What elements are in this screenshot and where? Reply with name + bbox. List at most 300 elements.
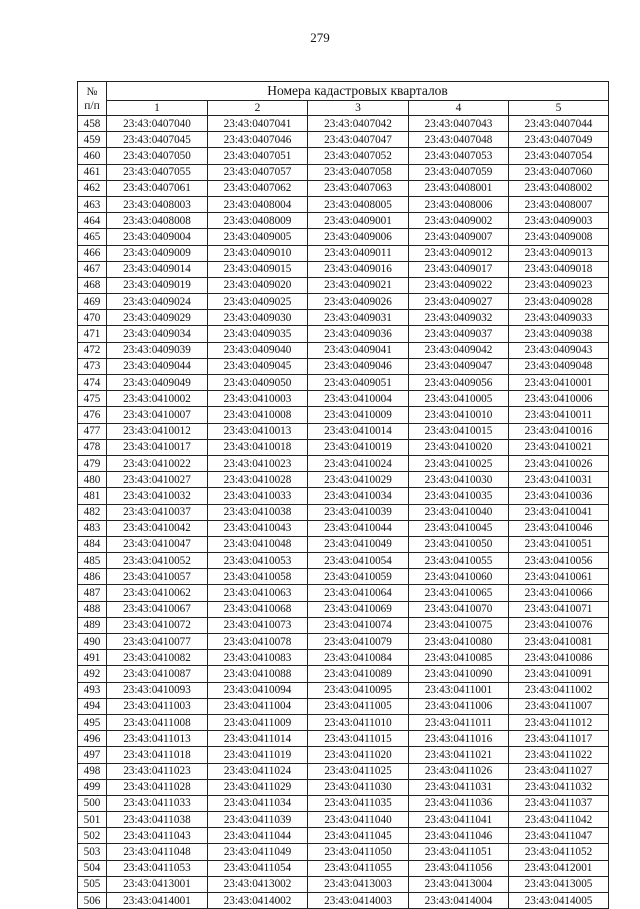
cadastral-number-cell: 23:43:0411046 — [409, 828, 509, 844]
cadastral-number-cell: 23:43:0409022 — [409, 277, 509, 293]
cadastral-number-cell: 23:43:0410023 — [208, 455, 308, 471]
cadastral-number-cell: 23:43:0411031 — [409, 779, 509, 795]
cadastral-number-cell: 23:43:0410036 — [509, 488, 609, 504]
cadastral-number-cell: 23:43:0409012 — [409, 245, 509, 261]
cadastral-number-cell: 23:43:0410060 — [409, 569, 509, 585]
cadastral-number-cell: 23:43:0411044 — [208, 828, 308, 844]
table-row — [78, 310, 609, 326]
cadastral-number-cell: 23:43:0410056 — [509, 553, 609, 569]
row-number-cell: 483 — [78, 520, 107, 536]
cadastral-number-cell: 23:43:0409023 — [509, 277, 609, 293]
cadastral-number-cell: 23:43:0410078 — [208, 634, 308, 650]
table-row — [78, 585, 609, 601]
table-row — [78, 213, 609, 229]
row-number-cell: 487 — [78, 585, 107, 601]
cadastral-number-cell: 23:43:0407057 — [208, 164, 308, 180]
table-row — [78, 423, 609, 439]
cadastral-number-cell: 23:43:0413001 — [107, 876, 208, 892]
cadastral-number-cell: 23:43:0410089 — [308, 666, 409, 682]
cadastral-number-cell: 23:43:0408008 — [107, 213, 208, 229]
cadastral-number-cell: 23:43:0410015 — [409, 423, 509, 439]
cadastral-number-cell: 23:43:0409010 — [208, 245, 308, 261]
cadastral-number-cell: 23:43:0413004 — [409, 876, 509, 892]
row-number-cell: 460 — [78, 148, 107, 164]
cadastral-number-cell: 23:43:0411035 — [308, 795, 409, 811]
cadastral-number-cell: 23:43:0410009 — [308, 407, 409, 423]
table-row — [78, 763, 609, 779]
table-title: Номера кадастровых кварталов — [107, 82, 609, 101]
cadastral-number-cell: 23:43:0414001 — [107, 893, 208, 909]
cadastral-number-cell: 23:43:0410058 — [208, 569, 308, 585]
cadastral-number-cell: 23:43:0410022 — [107, 455, 208, 471]
cadastral-number-cell: 23:43:0409044 — [107, 358, 208, 374]
cadastral-number-cell: 23:43:0411053 — [107, 860, 208, 876]
table-row — [78, 277, 609, 293]
cadastral-number-cell: 23:43:0411054 — [208, 860, 308, 876]
cadastral-number-cell: 23:43:0410008 — [208, 407, 308, 423]
cadastral-number-cell: 23:43:0409037 — [409, 326, 509, 342]
cadastral-number-cell: 23:43:0410020 — [409, 439, 509, 455]
cadastral-number-cell: 23:43:0408005 — [308, 196, 409, 212]
cadastral-number-cell: 23:43:0409002 — [409, 213, 509, 229]
row-number-cell: 471 — [78, 326, 107, 342]
cadastral-number-cell: 23:43:0410011 — [509, 407, 609, 423]
cadastral-number-cell: 23:43:0411039 — [208, 812, 308, 828]
cadastral-number-cell: 23:43:0411003 — [107, 698, 208, 714]
cadastral-number-cell: 23:43:0409051 — [308, 375, 409, 391]
cadastral-number-cell: 23:43:0409035 — [208, 326, 308, 342]
cadastral-number-cell: 23:43:0411026 — [409, 763, 509, 779]
cadastral-number-cell: 23:43:0410070 — [409, 601, 509, 617]
cadastral-number-cell: 23:43:0407042 — [308, 116, 409, 132]
row-number-cell: 478 — [78, 439, 107, 455]
row-number-cell: 496 — [78, 731, 107, 747]
cadastral-number-cell: 23:43:0409033 — [509, 310, 609, 326]
cadastral-number-cell: 23:43:0409021 — [308, 277, 409, 293]
table-row — [78, 714, 609, 730]
column-header-2: 2 — [208, 101, 308, 116]
table-row — [78, 504, 609, 520]
row-number-cell: 495 — [78, 714, 107, 730]
cadastral-number-cell: 23:43:0410059 — [308, 569, 409, 585]
row-number-cell: 488 — [78, 601, 107, 617]
cadastral-number-cell: 23:43:0409016 — [308, 261, 409, 277]
cadastral-number-cell: 23:43:0407045 — [107, 132, 208, 148]
cadastral-number-cell: 23:43:0410079 — [308, 634, 409, 650]
cadastral-quarters-table — [77, 81, 609, 909]
cadastral-number-cell: 23:43:0413002 — [208, 876, 308, 892]
cadastral-number-cell: 23:43:0410069 — [308, 601, 409, 617]
row-number-cell: 462 — [78, 180, 107, 196]
table-row — [78, 148, 609, 164]
cadastral-number-cell: 23:43:0407055 — [107, 164, 208, 180]
cadastral-number-cell: 23:43:0407047 — [308, 132, 409, 148]
cadastral-number-cell: 23:43:0410032 — [107, 488, 208, 504]
cadastral-number-cell: 23:43:0409038 — [509, 326, 609, 342]
cadastral-number-cell: 23:43:0413003 — [308, 876, 409, 892]
cadastral-number-cell: 23:43:0411041 — [409, 812, 509, 828]
column-header-4: 4 — [409, 101, 509, 116]
cadastral-number-cell: 23:43:0410085 — [409, 650, 509, 666]
cadastral-number-cell: 23:43:0407046 — [208, 132, 308, 148]
page-number: 279 — [310, 30, 330, 45]
table-row — [78, 455, 609, 471]
table-row — [78, 132, 609, 148]
cadastral-number-cell: 23:43:0407060 — [509, 164, 609, 180]
cadastral-number-cell: 23:43:0411052 — [509, 844, 609, 860]
cadastral-number-cell: 23:43:0409003 — [509, 213, 609, 229]
table-row — [78, 698, 609, 714]
row-number-cell: 473 — [78, 358, 107, 374]
table-row — [78, 731, 609, 747]
cadastral-number-cell: 23:43:0410088 — [208, 666, 308, 682]
cadastral-number-cell: 23:43:0411028 — [107, 779, 208, 795]
cadastral-number-cell: 23:43:0408006 — [409, 196, 509, 212]
row-number-cell: 505 — [78, 876, 107, 892]
cadastral-number-cell: 23:43:0407062 — [208, 180, 308, 196]
cadastral-number-cell: 23:43:0410073 — [208, 617, 308, 633]
row-number-cell: 498 — [78, 763, 107, 779]
column-header-5: 5 — [509, 101, 609, 116]
row-number-cell: 479 — [78, 455, 107, 471]
cadastral-number-cell: 23:43:0410077 — [107, 634, 208, 650]
table-row — [78, 812, 609, 828]
cadastral-number-cell: 23:43:0410040 — [409, 504, 509, 520]
cadastral-number-cell: 23:43:0410057 — [107, 569, 208, 585]
row-number-header-line1: № — [86, 85, 98, 98]
row-number-cell: 477 — [78, 423, 107, 439]
row-number-cell: 493 — [78, 682, 107, 698]
cadastral-number-cell: 23:43:0410029 — [308, 472, 409, 488]
cadastral-number-cell: 23:43:0407054 — [509, 148, 609, 164]
row-number-cell: 464 — [78, 213, 107, 229]
cadastral-number-cell: 23:43:0411017 — [509, 731, 609, 747]
cadastral-number-cell: 23:43:0411038 — [107, 812, 208, 828]
cadastral-number-cell: 23:43:0410055 — [409, 553, 509, 569]
cadastral-number-cell: 23:43:0409020 — [208, 277, 308, 293]
cadastral-number-cell: 23:43:0411021 — [409, 747, 509, 763]
cadastral-number-cell: 23:43:0409024 — [107, 294, 208, 310]
cadastral-number-cell: 23:43:0411022 — [509, 747, 609, 763]
cadastral-number-cell: 23:43:0407040 — [107, 116, 208, 132]
row-number-cell: 489 — [78, 617, 107, 633]
cadastral-number-cell: 23:43:0410041 — [509, 504, 609, 520]
table-row — [78, 407, 609, 423]
cadastral-number-cell: 23:43:0407052 — [308, 148, 409, 164]
cadastral-number-cell: 23:43:0410065 — [409, 585, 509, 601]
cadastral-number-cell: 23:43:0407053 — [409, 148, 509, 164]
row-number-cell: 470 — [78, 310, 107, 326]
column-numbers-row — [78, 101, 609, 116]
cadastral-number-cell: 23:43:0407041 — [208, 116, 308, 132]
cadastral-number-cell: 23:43:0410001 — [509, 375, 609, 391]
cadastral-number-cell: 23:43:0411033 — [107, 795, 208, 811]
cadastral-number-cell: 23:43:0410034 — [308, 488, 409, 504]
table-row — [78, 569, 609, 585]
row-number-cell: 476 — [78, 407, 107, 423]
cadastral-number-cell: 23:43:0411002 — [509, 682, 609, 698]
cadastral-number-cell: 23:43:0411007 — [509, 698, 609, 714]
cadastral-number-cell: 23:43:0410046 — [509, 520, 609, 536]
row-number-cell: 491 — [78, 650, 107, 666]
cadastral-number-cell: 23:43:0410027 — [107, 472, 208, 488]
cadastral-number-cell: 23:43:0410075 — [409, 617, 509, 633]
row-number-cell: 472 — [78, 342, 107, 358]
cadastral-number-cell: 23:43:0409046 — [308, 358, 409, 374]
cadastral-number-cell: 23:43:0410025 — [409, 455, 509, 471]
cadastral-number-cell: 23:43:0411020 — [308, 747, 409, 763]
row-number-cell: 458 — [78, 116, 107, 132]
cadastral-number-cell: 23:43:0409028 — [509, 294, 609, 310]
cadastral-number-cell: 23:43:0409005 — [208, 229, 308, 245]
table-row — [78, 229, 609, 245]
cadastral-number-cell: 23:43:0409049 — [107, 375, 208, 391]
cadastral-number-cell: 23:43:0411023 — [107, 763, 208, 779]
cadastral-number-cell: 23:43:0410021 — [509, 439, 609, 455]
cadastral-number-cell: 23:43:0414004 — [409, 893, 509, 909]
cadastral-number-cell: 23:43:0409025 — [208, 294, 308, 310]
cadastral-number-cell: 23:43:0410031 — [509, 472, 609, 488]
cadastral-number-cell: 23:43:0407059 — [409, 164, 509, 180]
cadastral-number-cell: 23:43:0410035 — [409, 488, 509, 504]
cadastral-number-cell: 23:43:0409030 — [208, 310, 308, 326]
cadastral-number-cell: 23:43:0411045 — [308, 828, 409, 844]
cadastral-number-cell: 23:43:0411049 — [208, 844, 308, 860]
table-row — [78, 375, 609, 391]
row-number-cell: 490 — [78, 634, 107, 650]
row-number-cell: 469 — [78, 294, 107, 310]
cadastral-number-cell: 23:43:0410080 — [409, 634, 509, 650]
cadastral-number-cell: 23:43:0409019 — [107, 277, 208, 293]
cadastral-number-cell: 23:43:0411024 — [208, 763, 308, 779]
cadastral-number-cell: 23:43:0409042 — [409, 342, 509, 358]
cadastral-number-cell: 23:43:0411042 — [509, 812, 609, 828]
table-row — [78, 164, 609, 180]
table-row — [78, 342, 609, 358]
cadastral-number-cell: 23:43:0411037 — [509, 795, 609, 811]
cadastral-number-cell: 23:43:0410066 — [509, 585, 609, 601]
cadastral-number-cell: 23:43:0410014 — [308, 423, 409, 439]
cadastral-number-cell: 23:43:0411005 — [308, 698, 409, 714]
row-number-cell: 497 — [78, 747, 107, 763]
cadastral-number-cell: 23:43:0413005 — [509, 876, 609, 892]
cadastral-number-cell: 23:43:0411025 — [308, 763, 409, 779]
cadastral-number-cell: 23:43:0410006 — [509, 391, 609, 407]
cadastral-number-cell: 23:43:0410087 — [107, 666, 208, 682]
row-number-header-line2: п/п — [84, 99, 100, 112]
cadastral-number-cell: 23:43:0411051 — [409, 844, 509, 860]
table-row — [78, 391, 609, 407]
cadastral-number-cell: 23:43:0410082 — [107, 650, 208, 666]
cadastral-number-cell: 23:43:0410042 — [107, 520, 208, 536]
cadastral-number-cell: 23:43:0411011 — [409, 714, 509, 730]
cadastral-number-cell: 23:43:0409004 — [107, 229, 208, 245]
cadastral-number-cell: 23:43:0409047 — [409, 358, 509, 374]
cadastral-number-cell: 23:43:0409056 — [409, 375, 509, 391]
cadastral-number-cell: 23:43:0410086 — [509, 650, 609, 666]
cadastral-number-cell: 23:43:0410093 — [107, 682, 208, 698]
cadastral-number-cell: 23:43:0410002 — [107, 391, 208, 407]
cadastral-number-cell: 23:43:0411040 — [308, 812, 409, 828]
row-number-cell: 499 — [78, 779, 107, 795]
cadastral-number-cell: 23:43:0411048 — [107, 844, 208, 860]
cadastral-number-cell: 23:43:0411018 — [107, 747, 208, 763]
cadastral-number-cell: 23:43:0409013 — [509, 245, 609, 261]
cadastral-number-cell: 23:43:0410045 — [409, 520, 509, 536]
cadastral-number-cell: 23:43:0410033 — [208, 488, 308, 504]
cadastral-number-cell: 23:43:0410012 — [107, 423, 208, 439]
cadastral-number-cell: 23:43:0408003 — [107, 196, 208, 212]
cadastral-number-cell: 23:43:0408002 — [509, 180, 609, 196]
cadastral-number-cell: 23:43:0410054 — [308, 553, 409, 569]
cadastral-number-cell: 23:43:0410053 — [208, 553, 308, 569]
cadastral-number-cell: 23:43:0409008 — [509, 229, 609, 245]
cadastral-number-cell: 23:43:0409031 — [308, 310, 409, 326]
cadastral-number-cell: 23:43:0410074 — [308, 617, 409, 633]
cadastral-number-cell: 23:43:0411015 — [308, 731, 409, 747]
row-number-cell: 503 — [78, 844, 107, 860]
table-row — [78, 472, 609, 488]
cadastral-number-cell: 23:43:0409011 — [308, 245, 409, 261]
cadastral-number-cell: 23:43:0408009 — [208, 213, 308, 229]
row-number-cell: 466 — [78, 245, 107, 261]
column-header-3: 3 — [308, 101, 409, 116]
row-number-cell: 467 — [78, 261, 107, 277]
cadastral-number-cell: 23:43:0409043 — [509, 342, 609, 358]
table-row — [78, 795, 609, 811]
cadastral-number-cell: 23:43:0410005 — [409, 391, 509, 407]
row-number-cell: 502 — [78, 828, 107, 844]
table-row — [78, 617, 609, 633]
cadastral-number-cell: 23:43:0410090 — [409, 666, 509, 682]
cadastral-number-cell: 23:43:0410047 — [107, 536, 208, 552]
row-number-cell: 494 — [78, 698, 107, 714]
cadastral-number-cell: 23:43:0410004 — [308, 391, 409, 407]
cadastral-number-cell: 23:43:0409045 — [208, 358, 308, 374]
cadastral-number-cell: 23:43:0411009 — [208, 714, 308, 730]
cadastral-number-cell: 23:43:0407051 — [208, 148, 308, 164]
table-header-row — [78, 82, 609, 101]
cadastral-number-cell: 23:43:0407044 — [509, 116, 609, 132]
cadastral-number-cell: 23:43:0410037 — [107, 504, 208, 520]
row-number-cell: 474 — [78, 375, 107, 391]
row-number-cell: 480 — [78, 472, 107, 488]
cadastral-number-cell: 23:43:0409007 — [409, 229, 509, 245]
table-row — [78, 876, 609, 892]
cadastral-number-cell: 23:43:0410052 — [107, 553, 208, 569]
cadastral-number-cell: 23:43:0410072 — [107, 617, 208, 633]
table-row — [78, 601, 609, 617]
table-row — [78, 666, 609, 682]
cadastral-number-cell: 23:43:0410095 — [308, 682, 409, 698]
cadastral-number-cell: 23:43:0410068 — [208, 601, 308, 617]
cadastral-number-cell: 23:43:0409048 — [509, 358, 609, 374]
cadastral-number-cell: 23:43:0410050 — [409, 536, 509, 552]
cadastral-number-cell: 23:43:0411043 — [107, 828, 208, 844]
cadastral-number-cell: 23:43:0411027 — [509, 763, 609, 779]
table-row — [78, 650, 609, 666]
cadastral-number-cell: 23:43:0410084 — [308, 650, 409, 666]
cadastral-number-cell: 23:43:0411014 — [208, 731, 308, 747]
cadastral-number-cell: 23:43:0411030 — [308, 779, 409, 795]
cadastral-number-cell: 23:43:0408001 — [409, 180, 509, 196]
table-row — [78, 439, 609, 455]
cadastral-number-cell: 23:43:0411034 — [208, 795, 308, 811]
cadastral-number-cell: 23:43:0411055 — [308, 860, 409, 876]
cadastral-number-cell: 23:43:0411013 — [107, 731, 208, 747]
row-number-cell: 463 — [78, 196, 107, 212]
cadastral-number-cell: 23:43:0410048 — [208, 536, 308, 552]
cadastral-number-cell: 23:43:0410003 — [208, 391, 308, 407]
cadastral-number-cell: 23:43:0410030 — [409, 472, 509, 488]
cadastral-number-cell: 23:43:0410044 — [308, 520, 409, 536]
cadastral-number-cell: 23:43:0410039 — [308, 504, 409, 520]
cadastral-number-cell: 23:43:0411004 — [208, 698, 308, 714]
cadastral-number-cell: 23:43:0410038 — [208, 504, 308, 520]
cadastral-number-cell: 23:43:0410024 — [308, 455, 409, 471]
table-row — [78, 294, 609, 310]
cadastral-number-cell: 23:43:0410063 — [208, 585, 308, 601]
table-row — [78, 634, 609, 650]
cadastral-number-cell: 23:43:0414002 — [208, 893, 308, 909]
cadastral-number-cell: 23:43:0409009 — [107, 245, 208, 261]
cadastral-number-cell: 23:43:0409015 — [208, 261, 308, 277]
row-number-header — [78, 82, 107, 116]
row-number-cell: 492 — [78, 666, 107, 682]
cadastral-number-cell: 23:43:0414005 — [509, 893, 609, 909]
cadastral-number-cell: 23:43:0411036 — [409, 795, 509, 811]
cadastral-number-cell: 23:43:0411050 — [308, 844, 409, 860]
cadastral-number-cell: 23:43:0409001 — [308, 213, 409, 229]
row-number-cell: 465 — [78, 229, 107, 245]
table-row — [78, 844, 609, 860]
table-row — [78, 180, 609, 196]
cadastral-number-cell: 23:43:0410013 — [208, 423, 308, 439]
row-number-cell: 506 — [78, 893, 107, 909]
cadastral-number-cell: 23:43:0409026 — [308, 294, 409, 310]
cadastral-number-cell: 23:43:0411016 — [409, 731, 509, 747]
cadastral-number-cell: 23:43:0408007 — [509, 196, 609, 212]
cadastral-number-cell: 23:43:0410026 — [509, 455, 609, 471]
row-number-cell: 501 — [78, 812, 107, 828]
cadastral-number-cell: 23:43:0410083 — [208, 650, 308, 666]
cadastral-number-cell: 23:43:0411047 — [509, 828, 609, 844]
row-number-cell: 461 — [78, 164, 107, 180]
cadastral-number-cell: 23:43:0410081 — [509, 634, 609, 650]
cadastral-number-cell: 23:43:0409032 — [409, 310, 509, 326]
row-number-cell: 459 — [78, 132, 107, 148]
cadastral-number-cell: 23:43:0408004 — [208, 196, 308, 212]
cadastral-number-cell: 23:43:0410061 — [509, 569, 609, 585]
cadastral-number-cell: 23:43:0410051 — [509, 536, 609, 552]
cadastral-number-cell: 23:43:0411019 — [208, 747, 308, 763]
row-number-cell: 468 — [78, 277, 107, 293]
table-row — [78, 261, 609, 277]
cadastral-number-cell: 23:43:0411006 — [409, 698, 509, 714]
cadastral-number-cell: 23:43:0410017 — [107, 439, 208, 455]
cadastral-number-cell: 23:43:0407050 — [107, 148, 208, 164]
table-row — [78, 326, 609, 342]
table-row — [78, 116, 609, 132]
cadastral-number-cell: 23:43:0410067 — [107, 601, 208, 617]
cadastral-number-cell: 23:43:0410091 — [509, 666, 609, 682]
table-row — [78, 245, 609, 261]
cadastral-number-cell: 23:43:0411012 — [509, 714, 609, 730]
row-number-cell: 486 — [78, 569, 107, 585]
cadastral-number-cell: 23:43:0411029 — [208, 779, 308, 795]
cadastral-number-cell: 23:43:0407063 — [308, 180, 409, 196]
cadastral-number-cell: 23:43:0414003 — [308, 893, 409, 909]
